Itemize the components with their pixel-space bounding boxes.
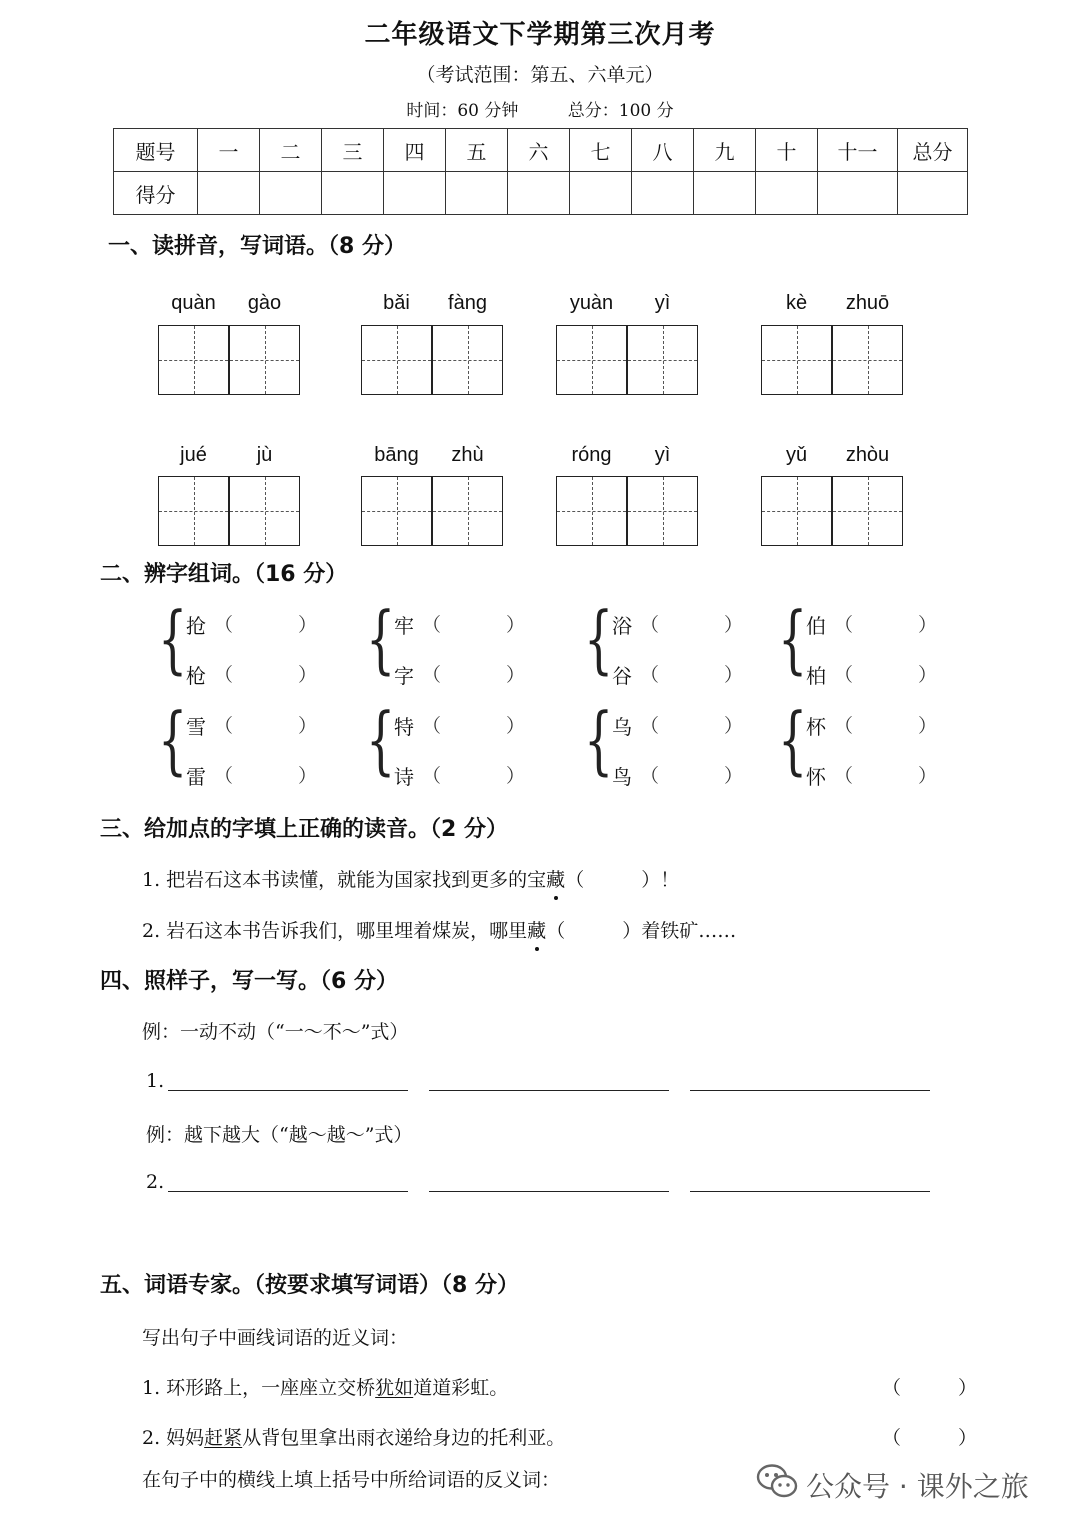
- pinyin-label: kè: [785, 292, 808, 314]
- score-table-header-row: [114, 129, 968, 172]
- brace-icon: {: [366, 696, 396, 784]
- score-input-cell[interactable]: [694, 172, 756, 215]
- table-cell: 题号: [114, 129, 198, 172]
- section5-intro-2: 在句子中的横线上填上括号中所给词语的反义词：: [142, 1469, 561, 1491]
- question-text: 从背包里拿出雨衣递给身边的托利亚。: [242, 1427, 566, 1449]
- question-text: 2. 岩石这本书告诉我们，哪里埋着煤炭，哪里: [142, 920, 528, 942]
- pinyin-label: yuàn: [569, 292, 614, 314]
- open-paren: （: [214, 614, 234, 636]
- table-cell: 七: [570, 129, 632, 172]
- pair-char: 柏: [806, 664, 826, 688]
- dotted-char-text: 藏: [546, 869, 566, 891]
- tianzi-box[interactable]: [229, 325, 300, 395]
- word-answer-blank[interactable]: [856, 761, 916, 787]
- answer-line[interactable]: [168, 1090, 408, 1091]
- open-paren: （: [834, 664, 854, 686]
- score-input-cell[interactable]: [570, 172, 632, 215]
- question-text: 1. 把岩石这本书读懂，就能为国家找到更多的宝: [142, 869, 547, 891]
- wechat-icon: [756, 1462, 800, 1502]
- exam-total: 总分：100 分: [567, 101, 674, 121]
- close-paren: ）: [918, 765, 938, 787]
- answer-line[interactable]: [168, 1191, 408, 1192]
- close-paren: ）: [918, 614, 938, 636]
- section2-title: 二、辨字组词。（16 分）: [100, 562, 348, 587]
- page-title: 二年级语文下学期第三次月考: [364, 20, 716, 50]
- word-answer-blank[interactable]: [662, 711, 722, 737]
- pair-char: 特: [394, 715, 414, 739]
- section3-title: 三、给加点的字填上正确的读音。（2 分）: [100, 817, 508, 842]
- tianzi-box[interactable]: [432, 325, 503, 395]
- brace-icon: {: [584, 595, 614, 683]
- tianzi-box[interactable]: [832, 325, 903, 395]
- pair-char: 谷: [612, 664, 632, 688]
- pinyin-label: zhuō: [845, 292, 890, 314]
- pinyin-label: jué: [180, 444, 207, 466]
- open-paren: （: [422, 765, 442, 787]
- table-cell: 五: [446, 129, 508, 172]
- pinyin-label: bāng: [374, 444, 419, 466]
- answer-blank[interactable]: （ ）！: [565, 869, 680, 891]
- pair-char: 雪: [186, 715, 206, 739]
- brace-icon: {: [778, 696, 808, 784]
- open-paren: （: [640, 664, 660, 686]
- exam-time: 时间：60 分钟: [406, 101, 519, 121]
- word-answer-blank[interactable]: [444, 761, 504, 787]
- section5-question-1: [142, 1373, 508, 1400]
- word-answer-blank[interactable]: [662, 610, 722, 636]
- answer-line[interactable]: [429, 1090, 669, 1091]
- pinyin-label: zhòu: [845, 444, 890, 466]
- question-text: 道道彩虹。: [413, 1377, 509, 1399]
- score-input-cell[interactable]: [384, 172, 446, 215]
- open-paren: （: [834, 614, 854, 636]
- table-cell: 十一: [818, 129, 898, 172]
- section3-question-1: [142, 865, 679, 892]
- score-table-score-row: [114, 172, 968, 215]
- close-paren: ）: [506, 614, 526, 636]
- answer-blank[interactable]: （ ）着铁矿……: [546, 920, 737, 942]
- answer-line[interactable]: [690, 1090, 930, 1091]
- brace-icon: {: [584, 696, 614, 784]
- word-answer-blank[interactable]: [236, 761, 296, 787]
- pinyin-label: fàng: [448, 292, 487, 314]
- open-paren: （: [834, 715, 854, 737]
- section4-number-1: 1.: [146, 1070, 165, 1092]
- word-answer-blank[interactable]: [236, 660, 296, 686]
- section3-question-2: [142, 916, 736, 943]
- close-paren: ）: [918, 715, 938, 737]
- emphasis-dot: [554, 896, 558, 900]
- close-paren: ）: [298, 715, 318, 737]
- tianzi-box[interactable]: [556, 476, 627, 546]
- close-paren: ）: [298, 614, 318, 636]
- answer-line[interactable]: [429, 1191, 669, 1192]
- word-answer-blank[interactable]: [236, 711, 296, 737]
- pair-char: 杯: [806, 715, 826, 739]
- table-cell: 得分: [114, 172, 198, 215]
- table-cell: 二: [260, 129, 322, 172]
- open-paren: （: [422, 664, 442, 686]
- pair-char: 枪: [186, 664, 206, 688]
- section5-title: 五、词语专家。（按要求填写词语）（8 分）: [100, 1273, 519, 1298]
- table-cell: 三: [322, 129, 384, 172]
- pinyin-label: yì: [654, 444, 671, 466]
- table-cell: 六: [508, 129, 570, 172]
- section5-question-2: [142, 1423, 565, 1450]
- table-cell: 一: [198, 129, 260, 172]
- close-paren: ）: [918, 664, 938, 686]
- open-paren: （: [214, 664, 234, 686]
- open-paren: （: [640, 614, 660, 636]
- pair-char: 牢: [394, 614, 414, 638]
- pinyin-label: jù: [256, 444, 273, 466]
- close-paren: ）: [724, 614, 744, 636]
- dotted-char: [527, 920, 546, 942]
- dotted-char-text: 藏: [527, 920, 547, 942]
- tianzi-box[interactable]: [627, 325, 698, 395]
- score-table: [113, 128, 968, 215]
- tianzi-box[interactable]: [832, 476, 903, 546]
- brace-icon: {: [158, 696, 188, 784]
- exam-scope: （考试范围：第五、六单元）: [416, 64, 664, 86]
- score-input-cell[interactable]: [322, 172, 384, 215]
- pair-char: 乌: [612, 715, 632, 739]
- word-answer-blank[interactable]: [444, 610, 504, 636]
- tianzi-box[interactable]: [158, 476, 229, 546]
- table-cell: 总分: [898, 129, 968, 172]
- score-input-cell[interactable]: [898, 172, 968, 215]
- word-answer-blank[interactable]: [444, 711, 504, 737]
- tianzi-box[interactable]: [361, 476, 432, 546]
- score-input-cell[interactable]: [198, 172, 260, 215]
- brace-icon: {: [158, 595, 188, 683]
- section5-intro-1: 写出句子中画线词语的近义词：: [142, 1327, 409, 1349]
- close-paren: ）: [724, 664, 744, 686]
- table-cell: 九: [694, 129, 756, 172]
- pinyin-label: yǔ: [785, 444, 808, 466]
- answer-line[interactable]: [690, 1191, 930, 1192]
- table-cell: 八: [632, 129, 694, 172]
- open-paren: （: [422, 715, 442, 737]
- tianzi-box[interactable]: [556, 325, 627, 395]
- question-text: 1. 环形路上，一座座立交桥: [142, 1377, 376, 1399]
- watermark-text: 公众号 · 课外之旅: [806, 1470, 1029, 1503]
- tianzi-box[interactable]: [761, 325, 832, 395]
- pair-char: 雷: [186, 765, 206, 789]
- tianzi-box[interactable]: [432, 476, 503, 546]
- tianzi-box[interactable]: [361, 325, 432, 395]
- pinyin-label: bǎi: [383, 292, 410, 314]
- word-answer-blank[interactable]: [856, 711, 916, 737]
- underlined-word: 犹如: [375, 1377, 414, 1399]
- word-answer-blank[interactable]: [236, 610, 296, 636]
- table-cell: 四: [384, 129, 446, 172]
- close-paren: ）: [724, 765, 744, 787]
- open-paren: （: [640, 715, 660, 737]
- close-paren: ）: [298, 765, 318, 787]
- open-paren: （: [214, 715, 234, 737]
- score-input-cell[interactable]: [508, 172, 570, 215]
- tianzi-box[interactable]: [158, 325, 229, 395]
- open-paren: （: [640, 765, 660, 787]
- question-text: 2. 妈妈: [142, 1427, 205, 1449]
- section4-example-1: 例：一动不动（“一～不～”式）: [142, 1021, 409, 1043]
- emphasis-dot: [535, 947, 539, 951]
- score-input-cell[interactable]: [632, 172, 694, 215]
- open-paren: （: [834, 765, 854, 787]
- brace-icon: {: [778, 595, 808, 683]
- word-answer-blank[interactable]: [662, 660, 722, 686]
- close-paren: ）: [506, 765, 526, 787]
- pinyin-label: róng: [571, 444, 612, 466]
- section4-number-2: 2.: [146, 1171, 165, 1193]
- word-answer-blank[interactable]: [444, 660, 504, 686]
- close-paren: ）: [506, 664, 526, 686]
- exam-info: [0, 96, 1080, 121]
- close-paren: ）: [298, 664, 318, 686]
- pair-char: 怀: [806, 765, 826, 789]
- section1-title: 一、读拼音，写词语。（8 分）: [108, 234, 406, 259]
- score-input-cell[interactable]: [818, 172, 898, 215]
- tianzi-box[interactable]: [627, 476, 698, 546]
- pair-char: 伯: [806, 614, 826, 638]
- open-paren: （: [214, 765, 234, 787]
- brace-icon: {: [366, 595, 396, 683]
- pair-char: 鸟: [612, 765, 632, 789]
- open-paren: （: [422, 614, 442, 636]
- pinyin-label: zhù: [451, 444, 484, 466]
- section4-title: 四、照样子，写一写。（6 分）: [100, 969, 398, 994]
- answer-blank[interactable]: （ ）: [882, 1377, 978, 1399]
- underlined-word: 赶紧: [204, 1427, 243, 1449]
- pair-char: 诗: [394, 765, 414, 789]
- word-answer-blank[interactable]: [856, 660, 916, 686]
- tianzi-box[interactable]: [761, 476, 832, 546]
- pair-char: 抢: [186, 614, 206, 638]
- score-input-cell[interactable]: [260, 172, 322, 215]
- pair-char: 浴: [612, 614, 632, 638]
- table-cell: 十: [756, 129, 818, 172]
- dotted-char: [546, 869, 565, 891]
- close-paren: ）: [506, 715, 526, 737]
- answer-blank[interactable]: （ ）: [882, 1427, 978, 1449]
- word-answer-blank[interactable]: [662, 761, 722, 787]
- section4-example-2: 例：越下越大（“越～越～”式）: [146, 1124, 413, 1146]
- word-answer-blank[interactable]: [856, 610, 916, 636]
- pinyin-label: yì: [654, 292, 671, 314]
- score-input-cell[interactable]: [756, 172, 818, 215]
- pinyin-label: quàn: [171, 292, 216, 314]
- tianzi-box[interactable]: [229, 476, 300, 546]
- score-input-cell[interactable]: [446, 172, 508, 215]
- pair-char: 字: [394, 664, 414, 688]
- close-paren: ）: [724, 715, 744, 737]
- pinyin-label: gào: [247, 292, 282, 314]
